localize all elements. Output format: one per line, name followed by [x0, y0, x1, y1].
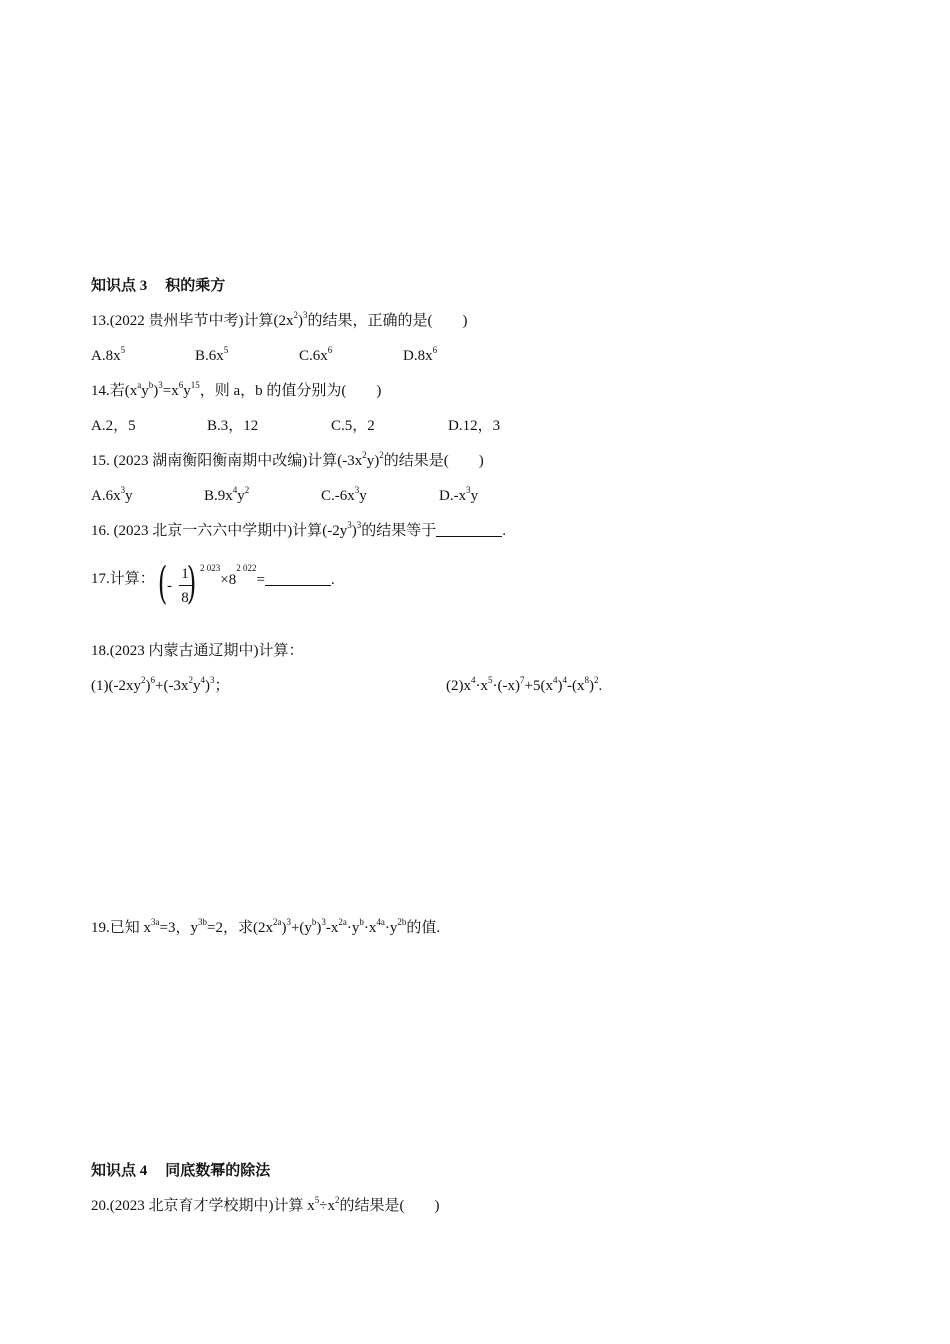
- question-13: 13.(2022 贵州毕节中考)计算$(2x^2)^3$的结果，正确的是( ): [91, 310, 468, 329]
- minus-sign: -: [167, 578, 172, 594]
- q13-option-a[interactable]: $A.8x^5$: [91, 345, 126, 364]
- question-15: 15. (2023 湖南衡阳衡南期中改编)计算$(-3x^2y)^2$的结果是( ): [91, 450, 484, 469]
- section-4-subtitle: 同底数幂的除法: [165, 1163, 271, 1179]
- section-3-heading: [91, 276, 225, 296]
- section-4-title: 知识点 4: [91, 1163, 148, 1179]
- q13-option-b[interactable]: $B.6x^5$: [195, 345, 229, 364]
- q15-option-d[interactable]: $D.-x^3y$: [439, 485, 479, 504]
- q14-option-b[interactable]: B.3，12: [207, 418, 259, 434]
- q13-option-c[interactable]: $C.6x^6$: [299, 345, 333, 364]
- question-17-label: 17.计算：: [91, 571, 155, 587]
- question-18-part-2: $(2)x^4\cdot x^5\cdot(-x)^7+5(x^4)^4-(x^8)^2$.: [446, 675, 603, 694]
- answer-blank[interactable]: [265, 571, 331, 586]
- q15-option-c[interactable]: $C.-6x^3y$: [321, 485, 367, 504]
- question-20: 20.(2023 北京育才学校期中)计算 $x^5\div x^2$的结果是( ): [91, 1195, 440, 1214]
- q14-option-c[interactable]: C.5，2: [331, 418, 375, 434]
- question-18: 18.(2023 内蒙古通辽期中)计算：: [91, 643, 304, 659]
- section-3-subtitle: 积的乘方: [165, 278, 226, 294]
- q15-option-b[interactable]: $B.9x^4y^2$: [204, 485, 250, 504]
- section-3-title: 知识点 3: [91, 278, 148, 294]
- question-19: 19.已知 $x^{3a}=3$，$y^{3b}=2$，求$(2x^{2a})^3+(y^b)^3-x^{2a}\cdot y^b\cdot x^{4a}\cdot y^{2b}$的值.: [91, 917, 441, 936]
- q15-option-a[interactable]: $A.6x^3y$: [91, 485, 133, 504]
- right-paren: ): [186, 558, 197, 609]
- question-18-part-1: $(1)(-2xy^2)^6+(-3x^2y^4)^3$；: [91, 675, 230, 694]
- left-paren: (: [157, 558, 168, 609]
- answer-blank[interactable]: [436, 522, 502, 537]
- q14-option-a[interactable]: A.2，5: [91, 418, 136, 434]
- question-16: 16. (2023 北京一六六中学期中)计算$(-2y^3)^3$的结果等于 .: [91, 520, 506, 539]
- question-14: 14.若$(x^ay^b)^3=x^6y^{15}$，则 a，b 的值分别为( ): [91, 380, 382, 399]
- section-4-heading: [91, 1161, 270, 1181]
- fraction: 1 8: [178, 564, 192, 609]
- q13-option-d[interactable]: $D.8x^6$: [403, 345, 438, 364]
- q14-option-d[interactable]: D.12，3: [448, 418, 501, 434]
